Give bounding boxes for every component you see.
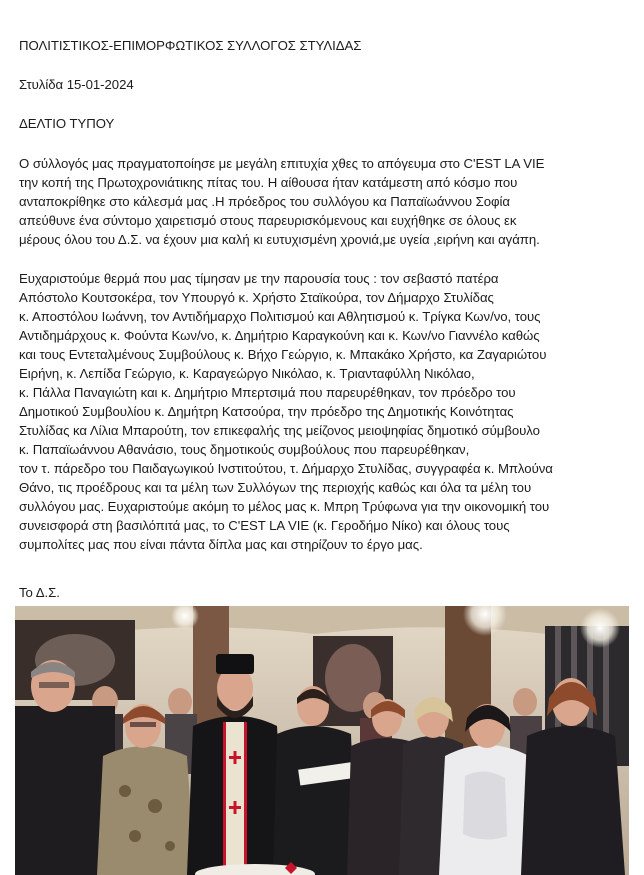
ceiling-lamp: [580, 608, 620, 648]
text-line: απεύθυνε ένα σύντομο χαιρετισμό στους παρευρισκόμενους και ευχήθηκε σε όλους εκ: [19, 213, 517, 228]
text-line: τον τ. πάρεδρο του Παιδαγωγικού Ινστιτούτου, τ. Δήμαρχο Στυλίδας, συγγραφέα κ. Μπλούνα: [19, 461, 553, 476]
text-line: Θάνο, τις προέδρους και τα μέλη των Συλλόγων της περιοχής καθώς και όλα τα μέλη του: [19, 480, 532, 495]
text-line: συλλόγου μας. Ευχαριστούμε ακόμη το μέλος μας κ. Μπρη Τρύφωνα για την οικονομική του: [19, 499, 550, 514]
text-line: Απόστολο Κουτσοκέρα, τον Υπουργό κ. Χρήστο Σταϊκούρα, τον Δήμαρχο Στυλίδας: [19, 290, 494, 305]
text-line: κ. Παπαϊωάννου Αθανάσιο, τους δημοτικούς συμβούλους που παρευρέθηκαν,: [19, 442, 470, 457]
event-photo-illustration: [15, 606, 629, 875]
text-line: μέρους όλου του Δ.Σ. να έχουν μια καλή κι ευτυχισμένη χρονιά,με υγεία ,ειρήνη και αγάπη.: [19, 232, 540, 247]
organization-name: ΠΟΛΙΤΙΣΤΙΚΟΣ-ΕΠΙΜΟΡΦΩΤΙΚΟΣ ΣΥΛΛΟΓΟΣ ΣΤΥΛΙΔΑΣ: [19, 38, 362, 53]
text-line: Αντιδημάρχους κ. Φούντα Κων/νο, κ. Δημήτριο Καραγκούνη και κ. Κων/νο Γιαννέλο καθώς: [19, 328, 540, 343]
text-line: κ. Αποστόλου Ιωάννη, τον Αντιδήμαρχο Πολιτισμού και Αθλητισμού κ. Τρίγκα Κων/νο, τους: [19, 309, 541, 324]
text-line: την κοπή της Πρωτοχρονιάτικης πίτας του. Η αίθουσα ήταν κατάμεστη από κόσμο που: [19, 175, 518, 190]
text-line: και τους Εντεταλμένους Συμβούλους κ. Βήχο Γεώργιο, κ. Μπακάκο Χρήστο, κα Ζαγαριώτου: [19, 347, 547, 362]
text-line: Ειρήνη, κ. Λεπίδα Γεώργιο, κ. Καραγεώργο Νικόλαο, κ. Τριανταφύλλη Νικόλαο,: [19, 366, 475, 381]
event-photo: [15, 606, 629, 875]
priest-stole: [223, 722, 247, 875]
text-line: κ. Πάλλα Παναγιώτη και κ. Δημήτριο Μπερτσιμά που παρευρέθηκαν, τον πρόεδρο του: [19, 385, 516, 400]
kalimavkion-hat: [216, 654, 254, 674]
text-line: Ευχαριστούμε θερμά που μας τίμησαν με την παρουσία τους : τον σεβαστό πατέρα: [19, 271, 499, 286]
signature: Το Δ.Σ.: [19, 585, 60, 600]
text-line: συμπολίτες μας που είναι πάντα δίπλα μας και στηρίζουν το έργο μας.: [19, 537, 423, 552]
text-line: ανταποκρίθηκε στο κάλεσμά μας .Η πρόεδρος του συλλόγου κα Παπαϊωάννου Σοφία: [19, 194, 510, 209]
text-line: Δημοτικού Συμβουλίου κ. Δημήτρη Κατσούρα, την πρόεδρο της Δημοτικής Κοινότητας: [19, 404, 514, 419]
text-line: συνεισφορά στη βασιλόπιτά μας, το C'EST LA VIE (κ. Γεροδήμο Νίκο) και όλους τους: [19, 518, 510, 533]
text-line: Ο σύλλογός μας πραγματοποίησε με μεγάλη επιτυχία χθες το απόγευμα στο C'EST LA VIE: [19, 156, 545, 171]
text-line: Στυλίδας κα Λίλια Μπαρούτη, τον επικεφαλής της μείζονος μειοψηφίας δημοτικό σύμβουλο: [19, 423, 540, 438]
release-date: Στυλίδα 15-01-2024: [19, 77, 134, 92]
document-type-heading: ΔΕΛΤΙΟ ΤΥΠΟΥ: [19, 116, 115, 131]
